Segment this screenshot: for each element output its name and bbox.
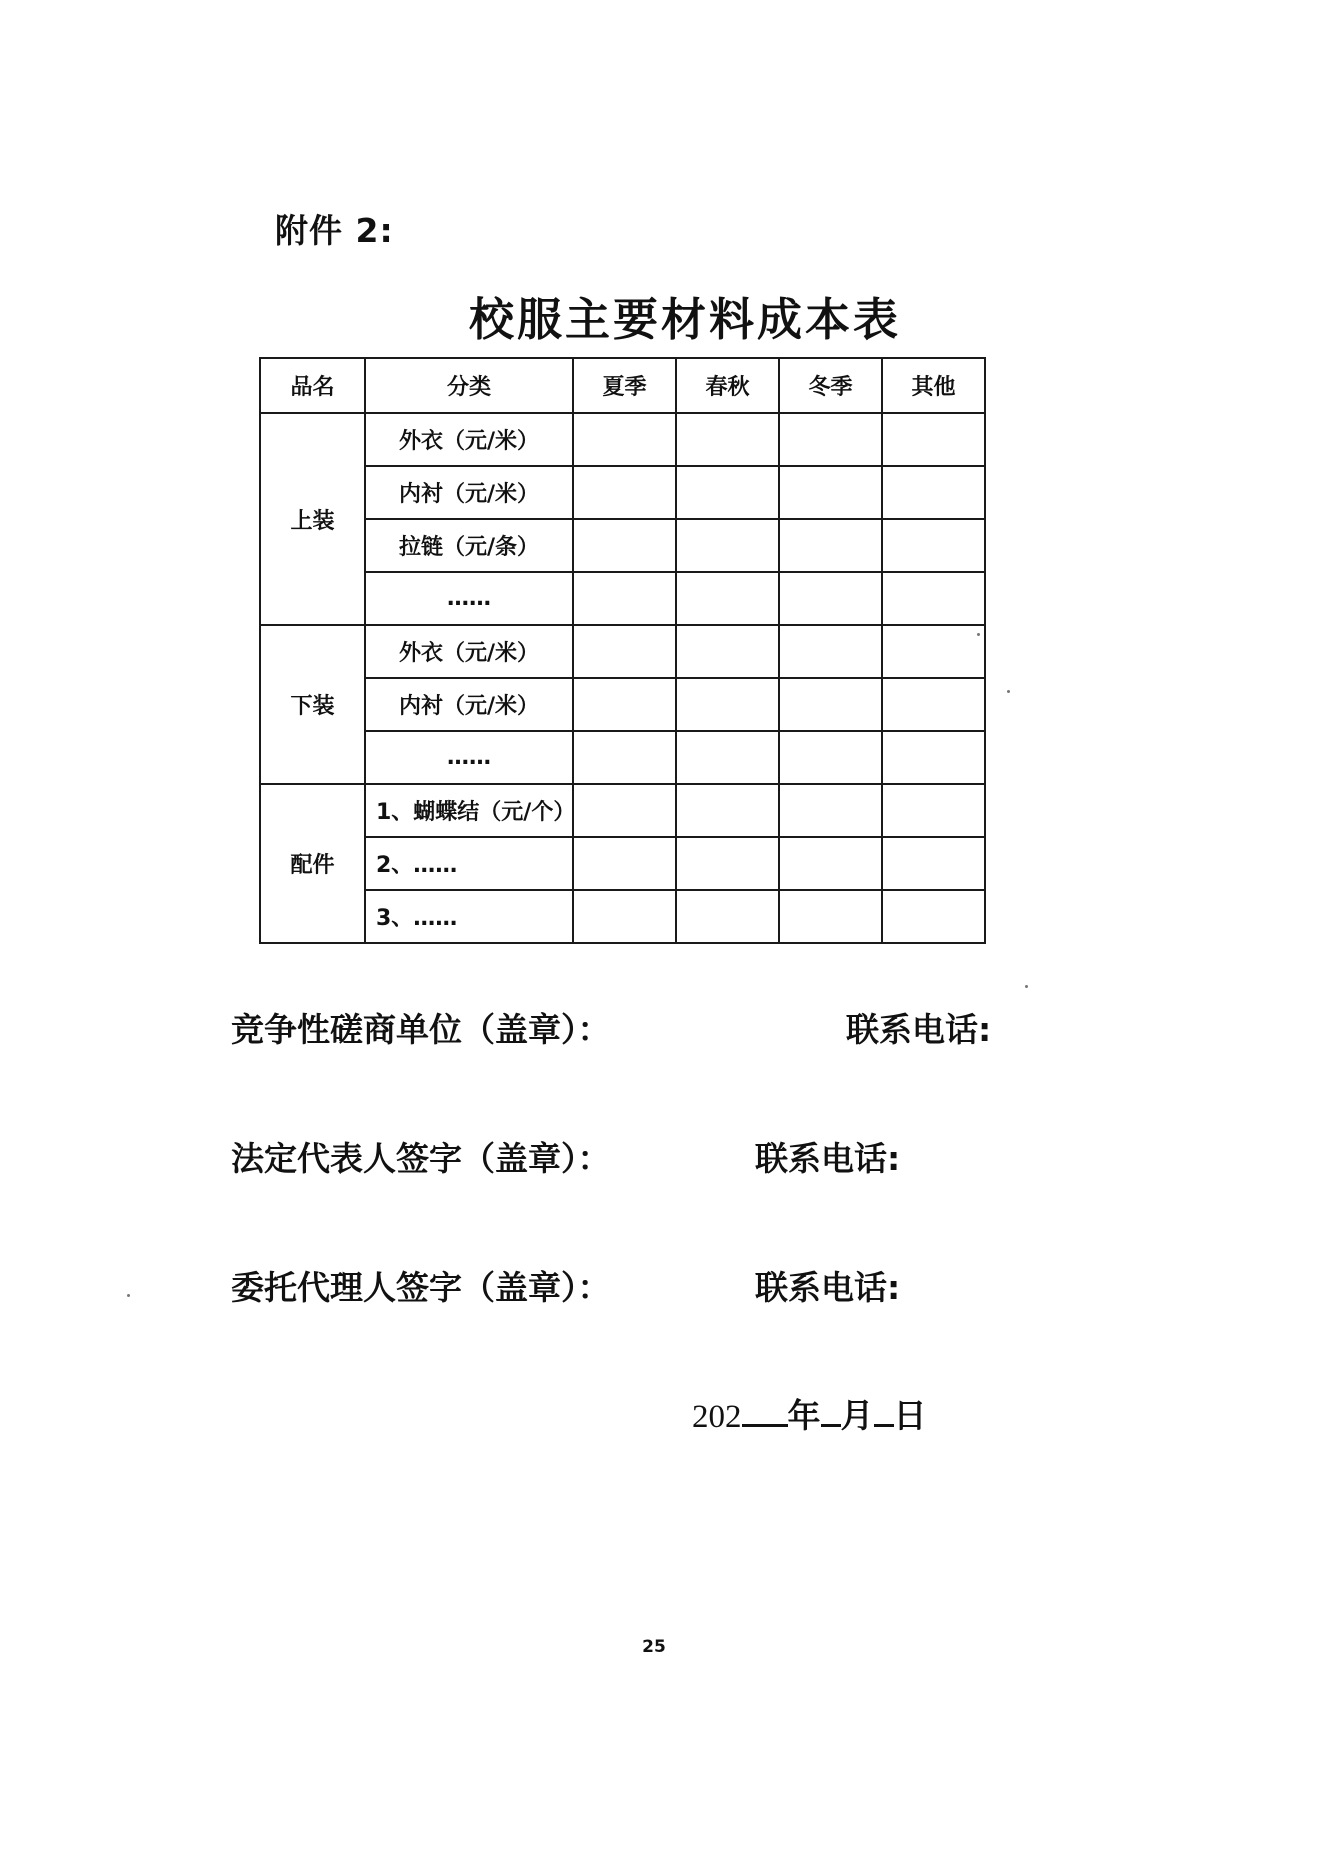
date-line [692, 1390, 927, 1437]
value-cell [779, 572, 882, 625]
scan-speck [977, 633, 980, 636]
header-cell-other: 其他 [882, 358, 985, 413]
value-cell [573, 837, 676, 890]
table-row [260, 466, 985, 519]
value-cell [882, 784, 985, 837]
signature-label-agent: 委托代理人签字（盖章）： [231, 1268, 611, 1307]
date-year-char: 年 [787, 1396, 821, 1435]
value-cell [573, 466, 676, 519]
value-cell [573, 731, 676, 784]
table-row [260, 572, 985, 625]
table-header-row [260, 358, 985, 413]
value-cell [676, 784, 779, 837]
value-cell [882, 837, 985, 890]
phone-label-bidder: 联系电话: [846, 1010, 992, 1049]
scan-speck [1007, 690, 1010, 693]
header-cell-spring-autumn: 春秋 [676, 358, 779, 413]
table-row [260, 731, 985, 784]
category-cell: …… [365, 731, 573, 784]
value-cell [779, 519, 882, 572]
group-name-cell: 上装 [260, 413, 365, 625]
table-row [260, 837, 985, 890]
value-cell [676, 890, 779, 943]
value-cell [882, 572, 985, 625]
document-title: 校服主要材料成本表 [468, 293, 901, 346]
day-blank [874, 1394, 894, 1427]
phone-label-agent: 联系电话: [755, 1268, 901, 1307]
cost-table [259, 357, 986, 944]
value-cell [779, 678, 882, 731]
value-cell [779, 837, 882, 890]
header-cell-category: 分类 [365, 358, 573, 413]
date-day-char: 日 [893, 1396, 927, 1435]
value-cell [882, 466, 985, 519]
header-cell-winter: 冬季 [779, 358, 882, 413]
table-row [260, 413, 985, 466]
value-cell [573, 890, 676, 943]
header-cell-summer: 夏季 [573, 358, 676, 413]
table-row [260, 890, 985, 943]
scan-speck [1025, 985, 1028, 988]
value-cell [779, 890, 882, 943]
value-cell [676, 413, 779, 466]
value-cell [676, 519, 779, 572]
signature-label-bidder: 竞争性磋商单位（盖章）： [231, 1010, 611, 1049]
value-cell [676, 625, 779, 678]
table-row [260, 519, 985, 572]
table-row [260, 678, 985, 731]
value-cell [779, 625, 882, 678]
attachment-label: 附件 2: [275, 211, 394, 250]
category-cell: 内衬（元/米） [365, 466, 573, 519]
value-cell [676, 466, 779, 519]
group-name-cell: 下装 [260, 625, 365, 784]
table-row [260, 784, 985, 837]
value-cell [573, 784, 676, 837]
group-name-cell: 配件 [260, 784, 365, 943]
value-cell [882, 519, 985, 572]
category-cell: 1、蝴蝶结（元/个） [365, 784, 573, 837]
value-cell [676, 837, 779, 890]
category-cell: 外衣（元/米） [365, 625, 573, 678]
value-cell [779, 731, 882, 784]
header-cell-name: 品名 [260, 358, 365, 413]
category-cell: 3、…… [365, 890, 573, 943]
value-cell [779, 784, 882, 837]
signature-label-legal-rep: 法定代表人签字（盖章）： [231, 1139, 611, 1178]
year-blank [742, 1394, 788, 1427]
value-cell [676, 678, 779, 731]
value-cell [573, 572, 676, 625]
date-year-prefix: 202 [692, 1399, 742, 1435]
value-cell [573, 413, 676, 466]
page-number: 25 [642, 1637, 666, 1657]
value-cell [882, 890, 985, 943]
value-cell [676, 572, 779, 625]
value-cell [882, 678, 985, 731]
category-cell: 外衣（元/米） [365, 413, 573, 466]
value-cell [573, 678, 676, 731]
date-month-char: 月 [840, 1396, 874, 1435]
category-cell: 2、…… [365, 837, 573, 890]
value-cell [676, 731, 779, 784]
category-cell: 内衬（元/米） [365, 678, 573, 731]
value-cell [573, 625, 676, 678]
phone-label-legal-rep: 联系电话: [755, 1139, 901, 1178]
scan-speck [127, 1294, 130, 1297]
category-cell: …… [365, 572, 573, 625]
value-cell [882, 731, 985, 784]
category-cell: 拉链（元/条） [365, 519, 573, 572]
table-row [260, 625, 985, 678]
value-cell [573, 519, 676, 572]
value-cell [882, 413, 985, 466]
month-blank [821, 1394, 841, 1427]
value-cell [779, 413, 882, 466]
value-cell [779, 466, 882, 519]
value-cell [882, 625, 985, 678]
